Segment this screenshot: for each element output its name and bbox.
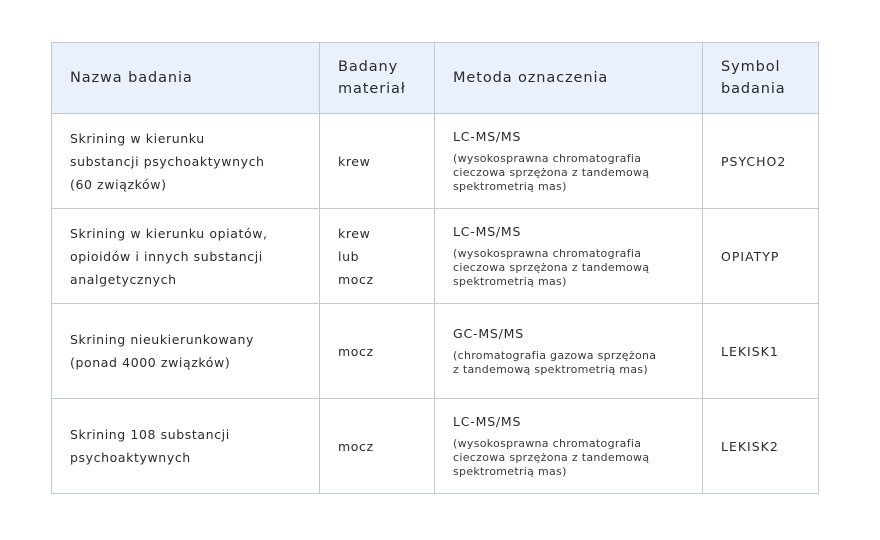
header-symbol-line: badania (721, 81, 786, 97)
material-cell (320, 209, 435, 304)
method-name: GC-MS/MS (453, 326, 524, 341)
test-name-line: (60 związków) (70, 176, 167, 192)
symbol-cell (703, 399, 819, 494)
material-line: mocz (338, 343, 374, 359)
test-symbol: OPIATYP (721, 248, 780, 264)
method-cell (435, 304, 703, 399)
material-line: mocz (338, 438, 374, 454)
header-symbol-line: Symbol (721, 59, 781, 75)
test-name-line: Skrining w kierunku (70, 130, 205, 146)
method-name: LC-MS/MS (453, 414, 522, 429)
header-material (320, 43, 435, 114)
test-name-cell (52, 114, 320, 209)
test-symbol: LEKISK2 (721, 438, 779, 454)
method-description-line: (wysokosprawna chromatografia (453, 152, 642, 165)
material-cell (320, 304, 435, 399)
header-material-line: Badany (338, 59, 399, 75)
method-description-line: spektrometrią mas) (453, 275, 567, 288)
test-table-container (51, 42, 818, 494)
test-name-line: (ponad 4000 związków) (70, 355, 231, 370)
symbol-cell (703, 114, 819, 209)
test-name-line: Skrining 108 substancji (70, 427, 230, 442)
method-cell (435, 114, 703, 209)
symbol-cell (703, 304, 819, 399)
test-symbol: PSYCHO2 (721, 153, 787, 169)
test-name-cell (52, 399, 320, 494)
table-row (52, 304, 819, 399)
header-method (435, 43, 703, 114)
method-description-line: cieczowa sprzężona z tandemową (453, 166, 650, 179)
method-description-line: cieczowa sprzężona z tandemową (453, 451, 650, 464)
test-name-line: Skrining nieukierunkowany (70, 332, 255, 347)
test-name-line: Skrining w kierunku opiatów, (70, 225, 268, 241)
header-test-name (52, 43, 320, 114)
material-line: lub (338, 248, 360, 264)
method-cell (435, 209, 703, 304)
method-description-line: (wysokosprawna chromatografia (453, 437, 642, 450)
material-line: mocz (338, 271, 374, 287)
test-name-line: analgetycznych (70, 271, 177, 287)
method-cell (435, 399, 703, 494)
header-material-line: materiał (338, 81, 406, 97)
test-name-line: psychoaktywnych (70, 450, 191, 465)
header-test-name-label: Nazwa badania (70, 70, 193, 86)
table-row (52, 209, 819, 304)
test-name-cell (52, 304, 320, 399)
material-line: krew (338, 153, 371, 169)
test-table (51, 42, 819, 494)
test-name-line: opioidów i innych substancji (70, 248, 263, 264)
table-row (52, 114, 819, 209)
test-name-cell (52, 209, 320, 304)
header-method-label: Metoda oznaczenia (453, 70, 609, 86)
material-cell (320, 114, 435, 209)
method-name: LC-MS/MS (453, 224, 522, 239)
method-description-line: (chromatografia gazowa sprzężona (453, 349, 657, 362)
method-description-line: spektrometrią mas) (453, 465, 567, 478)
method-description-line: spektrometrią mas) (453, 180, 567, 193)
header-symbol (703, 43, 819, 114)
method-description-line: z tandemową spektrometrią mas) (453, 363, 648, 376)
test-name-line: substancji psychoaktywnych (70, 153, 265, 169)
test-symbol: LEKISK1 (721, 343, 779, 359)
method-description-line: cieczowa sprzężona z tandemową (453, 261, 650, 274)
method-description-line: (wysokosprawna chromatografia (453, 247, 642, 260)
table-header-row (52, 43, 819, 114)
material-cell (320, 399, 435, 494)
table-row (52, 399, 819, 494)
method-name: LC-MS/MS (453, 129, 522, 144)
symbol-cell (703, 209, 819, 304)
material-line: krew (338, 225, 371, 241)
